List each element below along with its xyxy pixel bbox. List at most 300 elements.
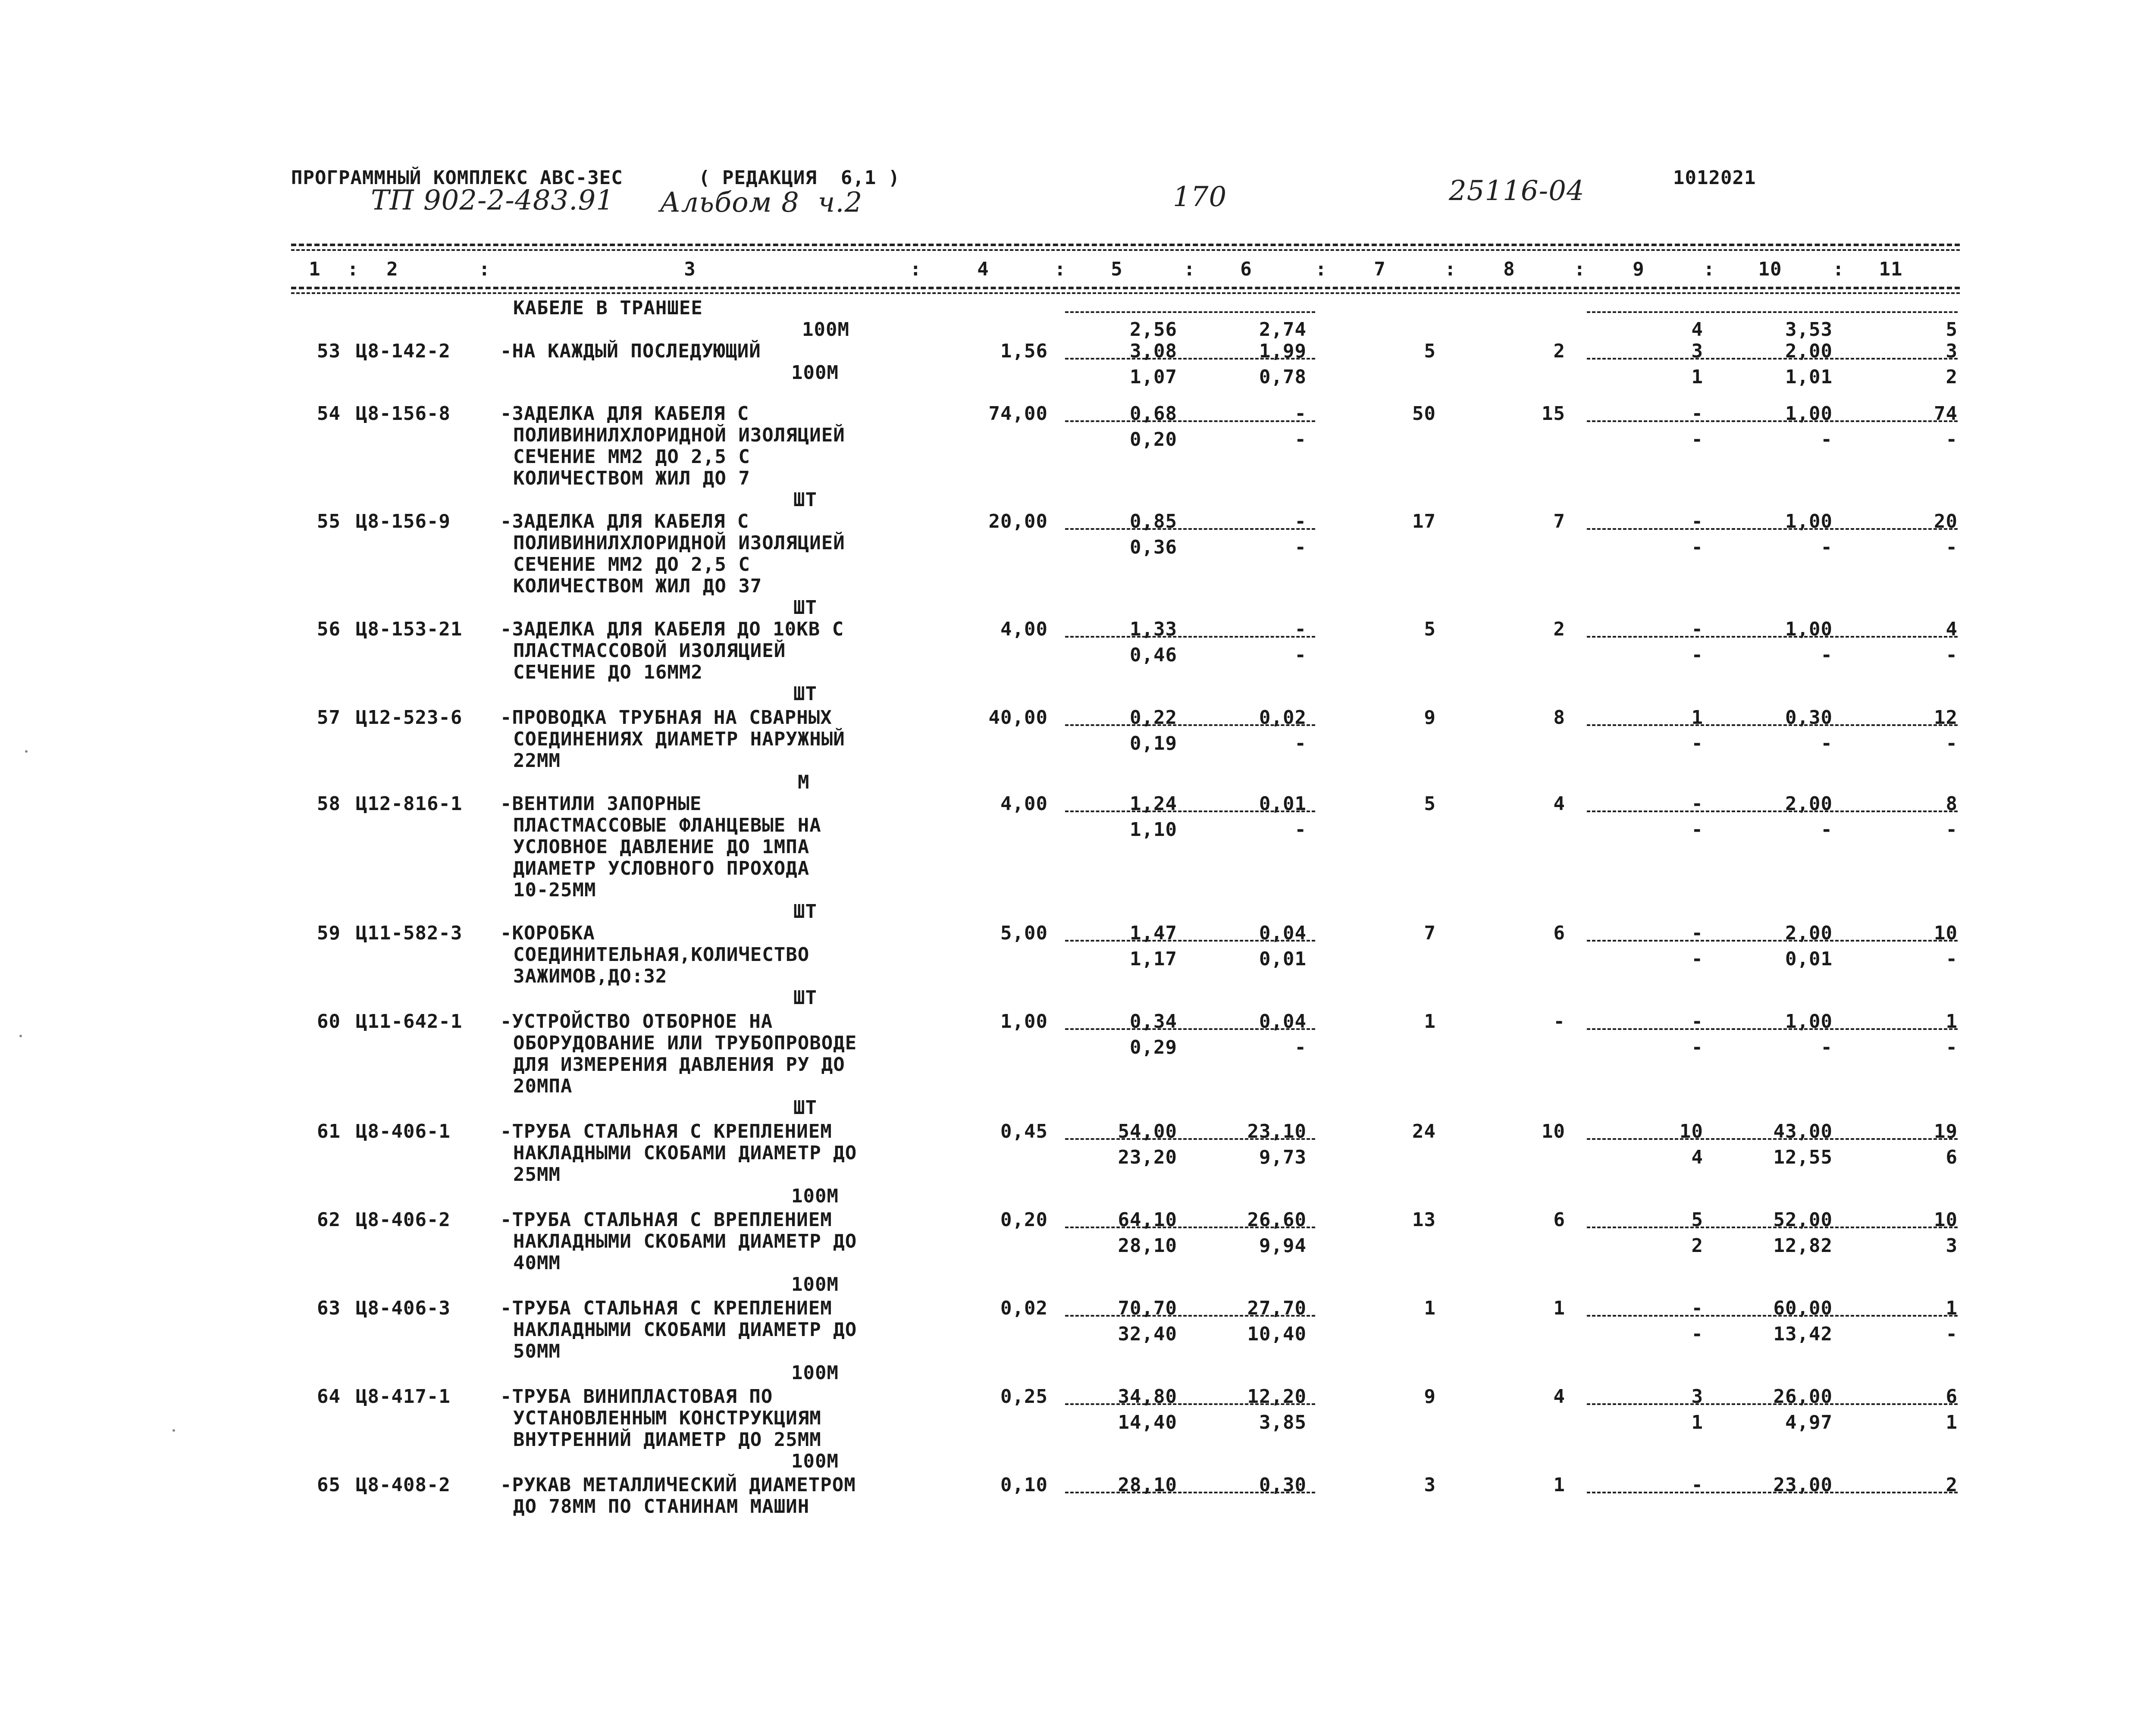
row-code: Ц8-156-9 [356, 510, 451, 532]
row-description-line: НАКЛАДНЫМИ СКОБАМИ ДИАМЕТР ДО [513, 1319, 857, 1341]
row-description-line: СЕЧЕНИЕ ДО 16ММ2 [513, 661, 703, 683]
cell-s6: 0,78 [1259, 366, 1307, 388]
cell-c9: - [1691, 1474, 1703, 1496]
cell-c11: 12 [1934, 707, 1958, 729]
cell-c4: 0,45 [1000, 1120, 1048, 1142]
col-header-10: 10 [1758, 258, 1782, 280]
cell-c8: 6 [1553, 922, 1565, 944]
cell-c5: 1,33 [1130, 618, 1177, 640]
cell-c6: 26,60 [1247, 1209, 1307, 1231]
col-header-2: 2 [386, 258, 398, 280]
cell-c9: - [1691, 793, 1703, 815]
row-description-line: СЕЧЕНИЕ ММ2 ДО 2,5 С [513, 446, 750, 468]
sub-rule [1587, 1028, 1958, 1030]
row-description-line: -ТРУБА СТАЛЬНАЯ С КРЕПЛЕНИЕМ [500, 1297, 832, 1319]
cell-c7: 5 [1424, 340, 1436, 362]
cell-c5: 28,10 [1118, 1474, 1177, 1496]
row-unit: ШТ [793, 489, 817, 511]
cell-s11: - [1946, 948, 1958, 970]
col-sep: : [1184, 258, 1196, 280]
cell-s11: - [1946, 732, 1958, 754]
row-description-line: 10-25ММ [513, 879, 596, 901]
row-unit: ШТ [793, 1097, 817, 1119]
cell-c7: 9 [1424, 1386, 1436, 1408]
cell-c11: 10 [1934, 922, 1958, 944]
cell-c5: 0,34 [1130, 1011, 1177, 1033]
row-code: Ц8-156-8 [356, 403, 451, 425]
cell-s10: 13,42 [1773, 1323, 1833, 1345]
cell-c9: 10 [1680, 1120, 1703, 1142]
row-unit: ШТ [793, 987, 817, 1009]
cell-c4: 74,00 [988, 403, 1048, 425]
cell-s11: - [1946, 429, 1958, 451]
handwritten-code: 25116-04 [1449, 175, 1585, 207]
cell-s9: - [1691, 732, 1703, 754]
cell-c11: 19 [1934, 1120, 1958, 1142]
row-code: Ц8-142-2 [356, 340, 451, 362]
col-header-5: 5 [1111, 258, 1123, 280]
sub-rule [1587, 1492, 1958, 1493]
row-number: 60 [317, 1011, 341, 1033]
cell-s5: 28,10 [1118, 1235, 1177, 1257]
cell-c10: 2,00 [1785, 922, 1833, 944]
cell-c8: 4 [1553, 793, 1565, 815]
row-description-line: ДО 78ММ ПО СТАНИНАМ МАШИН [513, 1496, 810, 1518]
cell-c11: 2 [1946, 1474, 1958, 1496]
cell-s6: 3,85 [1259, 1411, 1307, 1433]
cell-c9: - [1691, 510, 1703, 532]
col-header-11: 11 [1879, 258, 1903, 280]
row-code: Ц8-417-1 [356, 1386, 451, 1408]
cell-c11: 74 [1934, 403, 1958, 425]
cell-c10: 52,00 [1773, 1209, 1833, 1231]
intro-c11: 5 [1946, 319, 1958, 341]
cell-s10: 1,01 [1785, 366, 1833, 388]
scan-speck [25, 750, 28, 753]
row-number: 57 [317, 707, 341, 729]
cell-s11: - [1946, 1036, 1958, 1058]
cell-c10: 1,00 [1785, 1011, 1833, 1033]
cell-c9: 5 [1691, 1209, 1703, 1231]
sub-rule [1587, 1315, 1958, 1317]
sub-rule [1065, 724, 1315, 726]
cell-s9: - [1691, 1036, 1703, 1058]
row-unit: М [798, 771, 810, 793]
row-number: 59 [317, 922, 341, 944]
cell-c10: 2,00 [1785, 793, 1833, 815]
cell-s9: - [1691, 1323, 1703, 1345]
row-description-line: 20МПА [513, 1075, 573, 1097]
cell-c7: 24 [1412, 1120, 1436, 1142]
cell-s10: - [1821, 644, 1833, 666]
cell-c6: - [1294, 403, 1307, 425]
cell-s10: - [1821, 732, 1833, 754]
cell-c10: 1,00 [1785, 510, 1833, 532]
cell-c4: 20,00 [988, 510, 1048, 532]
row-code: Ц8-406-1 [356, 1120, 451, 1142]
cell-c7: 1 [1424, 1297, 1436, 1319]
col-header-1: 1 [309, 258, 321, 280]
cell-c10: 0,30 [1785, 707, 1833, 729]
row-description-line: -ТРУБА СТАЛЬНАЯ С КРЕПЛЕНИЕМ [500, 1120, 832, 1142]
row-unit: ШТ [793, 901, 817, 923]
row-description-line: 22ММ [513, 750, 561, 772]
cell-s10: - [1821, 819, 1833, 841]
cell-c4: 1,00 [1000, 1011, 1048, 1033]
cell-c9: 3 [1691, 340, 1703, 362]
col-header-4: 4 [977, 258, 989, 280]
cell-c9: - [1691, 1011, 1703, 1033]
cell-c6: 0,30 [1259, 1474, 1307, 1496]
sub-rule [1587, 528, 1958, 530]
col-sep: : [1833, 258, 1845, 280]
cell-c8: 1 [1553, 1297, 1565, 1319]
cell-s11: - [1946, 644, 1958, 666]
handwritten-project-number: ТП 902-2-483.91 [371, 185, 614, 216]
cell-s6: 9,94 [1259, 1235, 1307, 1257]
sub-rule [1587, 1227, 1958, 1228]
cell-s11: 3 [1946, 1235, 1958, 1257]
row-description-line: ДЛЯ ИЗМЕРЕНИЯ ДАВЛЕНИЯ РУ ДО [513, 1054, 845, 1076]
row-description-line: КОЛИЧЕСТВОМ ЖИЛ ДО 7 [513, 467, 750, 489]
row-description-line: ПОЛИВИНИЛХЛОРИДНОЙ ИЗОЛЯЦИЕЙ [513, 532, 845, 554]
cell-c5: 3,08 [1130, 340, 1177, 362]
row-description-line: ПЛАСТМАССОВЫЕ ФЛАНЦЕВЫЕ НА [513, 814, 821, 836]
row-description-line: -ТРУБА СТАЛЬНАЯ С ВРЕПЛЕНИЕМ [500, 1209, 832, 1231]
sub-rule [1065, 358, 1315, 360]
sub-rule [1587, 311, 1958, 313]
cell-s11: 6 [1946, 1146, 1958, 1168]
cell-s10: - [1821, 1036, 1833, 1058]
cell-c7: 7 [1424, 922, 1436, 944]
cell-c7: 3 [1424, 1474, 1436, 1496]
col-sep: : [1574, 258, 1586, 280]
cell-s5: 32,40 [1118, 1323, 1177, 1345]
cell-s6: - [1294, 644, 1307, 666]
cell-s5: 14,40 [1118, 1411, 1177, 1433]
row-description-line: ПЛАСТМАССОВОЙ ИЗОЛЯЦИЕЙ [513, 640, 786, 662]
row-description-line: УСТАНОВЛЕННЫМ КОНСТРУКЦИЯМ [513, 1407, 821, 1429]
cell-s5: 0,46 [1130, 644, 1177, 666]
header-top-rule-2 [291, 249, 1960, 251]
cell-c9: 1 [1691, 707, 1703, 729]
row-description-line: ВНУТРЕННИЙ ДИАМЕТР ДО 25ММ [513, 1429, 821, 1451]
cell-c10: 1,00 [1785, 618, 1833, 640]
row-description-line: -ЗАДЕЛКА ДЛЯ КАБЕЛЯ ДО 10КВ С [500, 618, 844, 640]
row-description-line: СЕЧЕНИЕ ММ2 ДО 2,5 С [513, 554, 750, 576]
intro-c5: 2,56 [1130, 319, 1177, 341]
cell-c7: 13 [1412, 1209, 1436, 1231]
edition-label: ( РЕДАКЦИЯ 6,1 ) [699, 167, 900, 189]
cell-c6: 0,04 [1259, 1011, 1307, 1033]
sub-rule [1587, 636, 1958, 638]
cell-c7: 9 [1424, 707, 1436, 729]
cell-s10: - [1821, 429, 1833, 451]
cell-c11: 1 [1946, 1011, 1958, 1033]
row-number: 54 [317, 403, 341, 425]
cell-c10: 2,00 [1785, 340, 1833, 362]
cell-c4: 0,10 [1000, 1474, 1048, 1496]
cell-c10: 23,00 [1773, 1474, 1833, 1496]
row-code: Ц11-642-1 [356, 1011, 463, 1033]
cell-c6: 1,99 [1259, 340, 1307, 362]
row-number: 53 [317, 340, 341, 362]
sub-rule [1587, 1138, 1958, 1140]
row-description-line: -ТРУБА ВИНИПЛАСТОВАЯ ПО [500, 1386, 773, 1408]
cell-s5: 23,20 [1118, 1146, 1177, 1168]
sub-rule [1065, 1138, 1315, 1140]
row-description-line: ПОЛИВИНИЛХЛОРИДНОЙ ИЗОЛЯЦИЕЙ [513, 424, 845, 446]
intro-c6: 2,74 [1259, 319, 1307, 341]
row-unit: ШТ [793, 683, 817, 705]
sub-rule [1065, 1028, 1315, 1030]
row-description-line: НАКЛАДНЫМИ СКОБАМИ ДИАМЕТР ДО [513, 1230, 857, 1252]
row-unit: 100М [791, 362, 839, 384]
row-description-line: УСЛОВНОЕ ДАВЛЕНИЕ ДО 1МПА [513, 836, 810, 858]
header-top-rule [291, 244, 1960, 246]
scan-speck [19, 1035, 22, 1037]
row-description-line: 40ММ [513, 1252, 561, 1274]
row-number: 62 [317, 1209, 341, 1231]
col-header-8: 8 [1503, 258, 1515, 280]
cell-c11: 20 [1934, 510, 1958, 532]
cell-s10: 0,01 [1785, 948, 1833, 970]
row-code: Ц8-406-2 [356, 1209, 451, 1231]
row-description-line: 25ММ [513, 1164, 561, 1186]
cell-c7: 1 [1424, 1011, 1436, 1033]
cell-c4: 1,56 [1000, 340, 1048, 362]
cell-c5: 1,24 [1130, 793, 1177, 815]
row-description-line: -ПРОВОДКА ТРУБНАЯ НА СВАРНЫХ [500, 707, 832, 729]
cell-s5: 1,07 [1130, 366, 1177, 388]
row-number: 64 [317, 1386, 341, 1408]
cell-c4: 40,00 [988, 707, 1048, 729]
cell-s6: 9,73 [1259, 1146, 1307, 1168]
intro-c9: 4 [1691, 319, 1703, 341]
cell-c11: 3 [1946, 340, 1958, 362]
row-code: Ц8-153-21 [356, 618, 463, 640]
row-code: Ц8-406-3 [356, 1297, 451, 1319]
row-number: 56 [317, 618, 341, 640]
cell-s6: - [1294, 819, 1307, 841]
cell-c6: 23,10 [1247, 1120, 1307, 1142]
col-header-3: 3 [684, 258, 696, 280]
cell-c6: - [1294, 510, 1307, 532]
cell-c9: - [1691, 922, 1703, 944]
cell-c5: 0,68 [1130, 403, 1177, 425]
sub-rule [1587, 358, 1958, 360]
cell-c7: 5 [1424, 618, 1436, 640]
cell-c10: 60,00 [1773, 1297, 1833, 1319]
cell-c6: 12,20 [1247, 1386, 1307, 1408]
cell-c7: 5 [1424, 793, 1436, 815]
col-header-6: 6 [1240, 258, 1252, 280]
sub-rule [1587, 810, 1958, 812]
cell-c5: 0,22 [1130, 707, 1177, 729]
cell-s11: 2 [1946, 366, 1958, 388]
row-description-line: КОЛИЧЕСТВОМ ЖИЛ ДО 37 [513, 575, 762, 597]
cell-c8: 15 [1542, 403, 1565, 425]
sub-rule [1065, 1227, 1315, 1228]
cell-s5: 0,36 [1130, 536, 1177, 558]
row-number: 61 [317, 1120, 341, 1142]
cell-s9: - [1691, 819, 1703, 841]
cell-s6: 10,40 [1247, 1323, 1307, 1345]
cell-c5: 54,00 [1118, 1120, 1177, 1142]
cell-s10: - [1821, 536, 1833, 558]
row-description-line: СОЕДИНИТЕЛЬНАЯ,КОЛИЧЕСТВО [513, 944, 810, 966]
cell-c10: 43,00 [1773, 1120, 1833, 1142]
cell-s11: - [1946, 1323, 1958, 1345]
col-sep: : [1703, 258, 1715, 280]
cell-c11: 10 [1934, 1209, 1958, 1231]
cell-c10: 26,00 [1773, 1386, 1833, 1408]
row-description-line: -РУКАВ МЕТАЛЛИЧЕСКИЙ ДИАМЕТРОМ [500, 1474, 856, 1496]
cell-s10: 4,97 [1785, 1411, 1833, 1433]
cell-c9: - [1691, 1297, 1703, 1319]
cell-c9: - [1691, 618, 1703, 640]
cell-s9: - [1691, 536, 1703, 558]
cell-c4: 5,00 [1000, 922, 1048, 944]
row-description-line: ЗАЖИМОВ,ДО:32 [513, 965, 667, 987]
cell-s9: 1 [1691, 366, 1703, 388]
cell-c4: 0,02 [1000, 1297, 1048, 1319]
col-sep: : [1445, 258, 1457, 280]
col-sep: : [1315, 258, 1327, 280]
scan-speck [172, 1429, 175, 1432]
row-number: 55 [317, 510, 341, 532]
sub-rule [1065, 1492, 1315, 1493]
document-code: 1012021 [1673, 167, 1756, 189]
cell-c9: - [1691, 403, 1703, 425]
cell-c4: 4,00 [1000, 793, 1048, 815]
cell-c11: 4 [1946, 618, 1958, 640]
cell-c8: 7 [1553, 510, 1565, 532]
row-description-line: ОБОРУДОВАНИЕ ИЛИ ТРУБОПРОВОДЕ [513, 1032, 857, 1054]
col-sep: : [910, 258, 922, 280]
row-code: Ц12-523-6 [356, 707, 463, 729]
cell-c8: 4 [1553, 1386, 1565, 1408]
cell-s6: 0,01 [1259, 948, 1307, 970]
cell-s5: 0,19 [1130, 732, 1177, 754]
sub-rule [1587, 1403, 1958, 1405]
row-description-line: -ЗАДЕЛКА ДЛЯ КАБЕЛЯ С [500, 510, 749, 532]
cell-s5: 1,10 [1130, 819, 1177, 841]
cell-c10: 1,00 [1785, 403, 1833, 425]
cell-c7: 50 [1412, 403, 1436, 425]
cell-s9: - [1691, 948, 1703, 970]
cell-c5: 70,70 [1118, 1297, 1177, 1319]
sub-rule [1065, 1403, 1315, 1405]
cell-s5: 0,29 [1130, 1036, 1177, 1058]
cell-s9: - [1691, 644, 1703, 666]
intro-c10: 3,53 [1785, 319, 1833, 341]
col-sep: : [347, 258, 359, 280]
row-description-line: -ВЕНТИЛИ ЗАПОРНЫЕ [500, 793, 702, 815]
cell-c4: 0,20 [1000, 1209, 1048, 1231]
sub-rule [1065, 810, 1315, 812]
cell-s11: - [1946, 819, 1958, 841]
row-description-line: -УСТРОЙСТВО ОТБОРНОЕ НА [500, 1011, 773, 1033]
cell-s9: - [1691, 429, 1703, 451]
row-unit: 100М [791, 1274, 839, 1296]
row-number: 58 [317, 793, 341, 815]
cell-c5: 0,85 [1130, 510, 1177, 532]
cell-c6: 27,70 [1247, 1297, 1307, 1319]
header-bottom-rule [291, 287, 1960, 289]
cell-c8: 10 [1542, 1120, 1565, 1142]
row-description-line: 50ММ [513, 1340, 561, 1362]
sub-rule [1065, 311, 1315, 313]
row-number: 65 [317, 1474, 341, 1496]
handwritten-album: Альбом 8 ч.2 [660, 187, 863, 219]
sub-rule [1587, 724, 1958, 726]
cell-c5: 1,47 [1130, 922, 1177, 944]
cell-c8: 6 [1553, 1209, 1565, 1231]
row-unit: ШТ [793, 597, 817, 619]
sub-rule [1065, 420, 1315, 422]
intro-text: КАБЕЛЕ В ТРАНШЕЕ [513, 297, 703, 319]
cell-c6: 0,01 [1259, 793, 1307, 815]
cell-s6: - [1294, 536, 1307, 558]
row-description-line: -КОРОБКА [500, 922, 595, 944]
cell-c4: 4,00 [1000, 618, 1048, 640]
cell-c8: - [1553, 1011, 1565, 1033]
sub-rule [1065, 940, 1315, 942]
cell-c4: 0,25 [1000, 1386, 1048, 1408]
row-code: Ц12-816-1 [356, 793, 463, 815]
col-header-7: 7 [1374, 258, 1386, 280]
cell-c6: 0,02 [1259, 707, 1307, 729]
col-sep: : [1054, 258, 1066, 280]
row-description-line: ДИАМЕТР УСЛОВНОГО ПРОХОДА [513, 857, 810, 879]
cell-c6: 0,04 [1259, 922, 1307, 944]
sub-rule [1587, 940, 1958, 942]
header-bottom-rule-2 [291, 292, 1960, 294]
row-unit: 100М [791, 1362, 839, 1384]
program-title: ПРОГРАММНЫЙ КОМПЛЕКС АВС-3ЕС [291, 167, 623, 189]
sub-rule [1587, 420, 1958, 422]
cell-s11: - [1946, 536, 1958, 558]
row-description-line: НАКЛАДНЫМИ СКОБАМИ ДИАМЕТР ДО [513, 1142, 857, 1164]
cell-s5: 1,17 [1130, 948, 1177, 970]
cell-s11: 1 [1946, 1411, 1958, 1433]
row-description-line: -ЗАДЕЛКА ДЛЯ КАБЕЛЯ С [500, 403, 749, 425]
cell-c8: 2 [1553, 618, 1565, 640]
cell-s10: 12,82 [1773, 1235, 1833, 1257]
row-description-line: -НА КАЖДЫЙ ПОСЛЕДУЮЩИЙ [500, 340, 761, 362]
cell-s6: - [1294, 732, 1307, 754]
row-number: 63 [317, 1297, 341, 1319]
cell-s9: 1 [1691, 1411, 1703, 1433]
cell-c8: 8 [1553, 707, 1565, 729]
row-unit: 100М [791, 1450, 839, 1472]
row-unit: 100М [791, 1185, 839, 1207]
cell-s6: - [1294, 1036, 1307, 1058]
cell-s9: 4 [1691, 1146, 1703, 1168]
cell-c5: 34,80 [1118, 1386, 1177, 1408]
sub-rule [1065, 528, 1315, 530]
cell-s10: 12,55 [1773, 1146, 1833, 1168]
cell-c5: 64,10 [1118, 1209, 1177, 1231]
cell-c8: 2 [1553, 340, 1565, 362]
handwritten-page-number: 170 [1173, 181, 1227, 213]
col-sep: : [479, 258, 491, 280]
cell-c11: 1 [1946, 1297, 1958, 1319]
sub-rule [1065, 636, 1315, 638]
col-header-9: 9 [1633, 258, 1645, 280]
cell-c6: - [1294, 618, 1307, 640]
